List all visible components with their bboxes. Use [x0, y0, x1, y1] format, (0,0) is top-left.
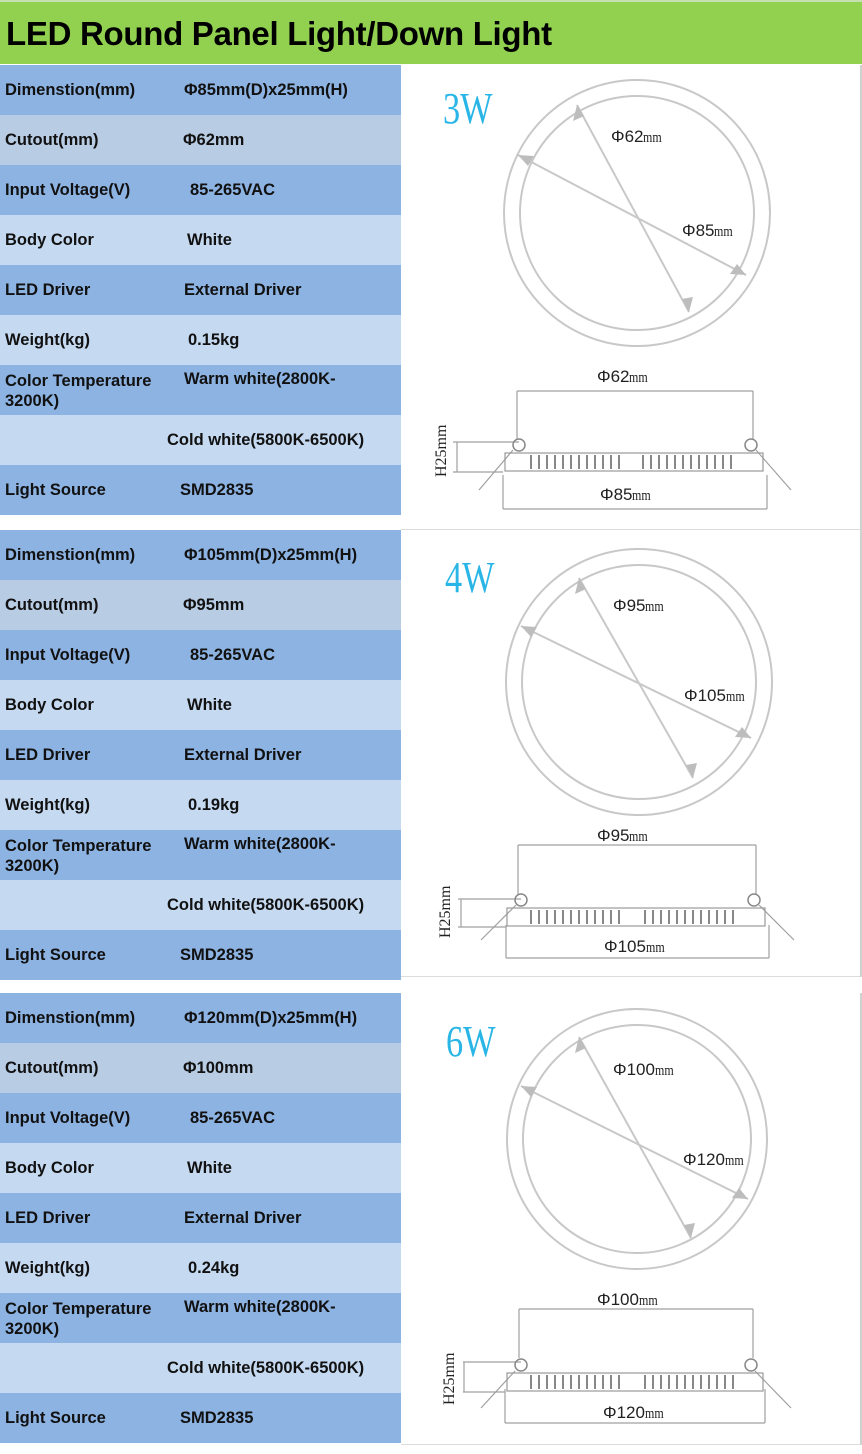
spec-row-body-color	[0, 1143, 401, 1193]
spec-row-body-color	[0, 215, 401, 265]
spec-value: 85-265VAC	[190, 181, 275, 199]
spec-label: Light Source	[5, 481, 106, 499]
spec-label: Color Temperature	[5, 837, 152, 855]
inner-diameter-label: Φ62mm	[611, 127, 663, 146]
spec-label: Dimenstion(mm)	[5, 81, 136, 99]
spec-row-driver	[0, 1193, 401, 1243]
spec-value-cold: Cold white(5800K-6500K)	[167, 896, 365, 914]
spec-label: Weight(kg)	[5, 796, 90, 814]
product-section-4w	[0, 530, 862, 980]
spec-value-warm-cont: 3200K)	[5, 392, 60, 410]
side-outer-diameter-label: Φ85mm	[600, 485, 652, 504]
spec-table	[0, 65, 401, 515]
height-label: H25mm	[441, 1352, 458, 1405]
spec-label: Body Color	[5, 231, 94, 249]
side-inner-diameter-label: Φ95mm	[597, 826, 649, 845]
dimension-diagram	[401, 993, 862, 1445]
spec-label: Input Voltage(V)	[5, 181, 131, 199]
spec-label: Dimenstion(mm)	[5, 1009, 136, 1027]
spec-value-warm-cont: 3200K)	[5, 1320, 60, 1338]
product-section-3w	[0, 65, 862, 515]
side-inner-diameter-label: Φ100mm	[597, 1290, 658, 1309]
spec-value-cold: Cold white(5800K-6500K)	[167, 431, 365, 449]
spec-label: Weight(kg)	[5, 331, 90, 349]
spec-value: Φ105mm(D)x25mm(H)	[184, 546, 358, 564]
spec-row-cutout	[0, 580, 401, 630]
spec-value: SMD2835	[180, 1409, 254, 1427]
spec-value-warm-cont: 3200K)	[5, 857, 60, 875]
spec-row-light-source	[0, 930, 401, 980]
spec-table	[0, 530, 401, 980]
inner-diameter-label: Φ100mm	[613, 1060, 674, 1079]
spec-value: SMD2835	[180, 946, 254, 964]
spec-value: White	[187, 231, 232, 249]
spec-value-cold: Cold white(5800K-6500K)	[167, 1359, 365, 1377]
spec-label: Cutout(mm)	[5, 1059, 99, 1077]
height-label: H25mm	[433, 424, 450, 477]
spec-value: 0.19kg	[188, 796, 240, 814]
product-section-6w	[0, 993, 862, 1443]
spec-value-warm: Warm white(2800K-	[184, 835, 336, 853]
dimension-diagram	[401, 530, 862, 977]
side-outer-diameter-label: Φ105mm	[604, 937, 665, 956]
spec-row-driver	[0, 265, 401, 315]
spec-row-weight	[0, 1243, 401, 1293]
spec-label: LED Driver	[5, 746, 91, 764]
spec-label: Input Voltage(V)	[5, 646, 131, 664]
spec-label: Cutout(mm)	[5, 596, 99, 614]
spec-label: Light Source	[5, 946, 106, 964]
spec-value: Φ100mm	[183, 1059, 254, 1077]
spec-label: Body Color	[5, 1159, 94, 1177]
wattage-label: 3W	[443, 84, 493, 133]
spec-value: SMD2835	[180, 481, 254, 499]
spec-value-warm: Warm white(2800K-	[184, 1298, 336, 1316]
spec-row-cutout	[0, 1043, 401, 1093]
spec-label: Light Source	[5, 1409, 106, 1427]
spec-row-color-temp-cold	[0, 415, 401, 465]
spec-row-voltage	[0, 165, 401, 215]
spec-row-voltage	[0, 630, 401, 680]
spec-row-dimension	[0, 530, 401, 580]
spec-value: External Driver	[184, 1209, 302, 1227]
side-inner-diameter-label: Φ62mm	[597, 367, 649, 386]
spec-table	[0, 993, 401, 1443]
spec-row-color-temp	[0, 830, 401, 880]
spec-row-dimension	[0, 993, 401, 1043]
spec-row-cutout	[0, 115, 401, 165]
spec-label: Cutout(mm)	[5, 131, 99, 149]
spec-value: White	[187, 696, 232, 714]
side-outer-diameter-label: Φ120mm	[603, 1403, 664, 1422]
spec-value: Φ62mm	[183, 131, 245, 149]
page-header	[0, 0, 862, 64]
spec-value: External Driver	[184, 746, 302, 764]
spec-value-warm: Warm white(2800K-	[184, 370, 336, 388]
spec-label: Color Temperature	[5, 1300, 152, 1318]
spec-value: 85-265VAC	[190, 646, 275, 664]
spec-label: LED Driver	[5, 281, 91, 299]
outer-diameter-label: Φ105mm	[684, 686, 745, 705]
spec-value: Φ95mm	[183, 596, 245, 614]
page-title: LED Round Panel Light/Down Light	[6, 15, 552, 52]
spec-value: External Driver	[184, 281, 302, 299]
spec-label: Input Voltage(V)	[5, 1109, 131, 1127]
spec-row-color-temp	[0, 365, 401, 415]
spec-value: Φ120mm(D)x25mm(H)	[184, 1009, 358, 1027]
wattage-label: 6W	[446, 1017, 496, 1066]
spec-row-weight	[0, 780, 401, 830]
spec-row-color-temp	[0, 1293, 401, 1343]
spec-label: Dimenstion(mm)	[5, 546, 136, 564]
spec-label: Body Color	[5, 696, 94, 714]
spec-row-color-temp-cold	[0, 1343, 401, 1393]
spec-row-light-source	[0, 465, 401, 515]
spec-label: Color Temperature	[5, 372, 152, 390]
outer-diameter-label: Φ85mm	[682, 221, 734, 240]
outer-diameter-label: Φ120mm	[683, 1150, 744, 1169]
spec-row-light-source	[0, 1393, 401, 1443]
height-label: H25mm	[437, 885, 454, 938]
spec-row-voltage	[0, 1093, 401, 1143]
spec-row-color-temp-cold	[0, 880, 401, 930]
spec-row-dimension	[0, 65, 401, 115]
spec-row-body-color	[0, 680, 401, 730]
dimension-diagram	[401, 65, 862, 530]
spec-value: 0.15kg	[188, 331, 240, 349]
wattage-label: 4W	[445, 553, 495, 602]
spec-value: 0.24kg	[188, 1259, 240, 1277]
spec-value: 85-265VAC	[190, 1109, 275, 1127]
spec-value: White	[187, 1159, 232, 1177]
inner-diameter-label: Φ95mm	[613, 596, 665, 615]
spec-row-weight	[0, 315, 401, 365]
spec-label: LED Driver	[5, 1209, 91, 1227]
spec-value: Φ85mm(D)x25mm(H)	[184, 81, 348, 99]
spec-label: Weight(kg)	[5, 1259, 90, 1277]
spec-row-driver	[0, 730, 401, 780]
